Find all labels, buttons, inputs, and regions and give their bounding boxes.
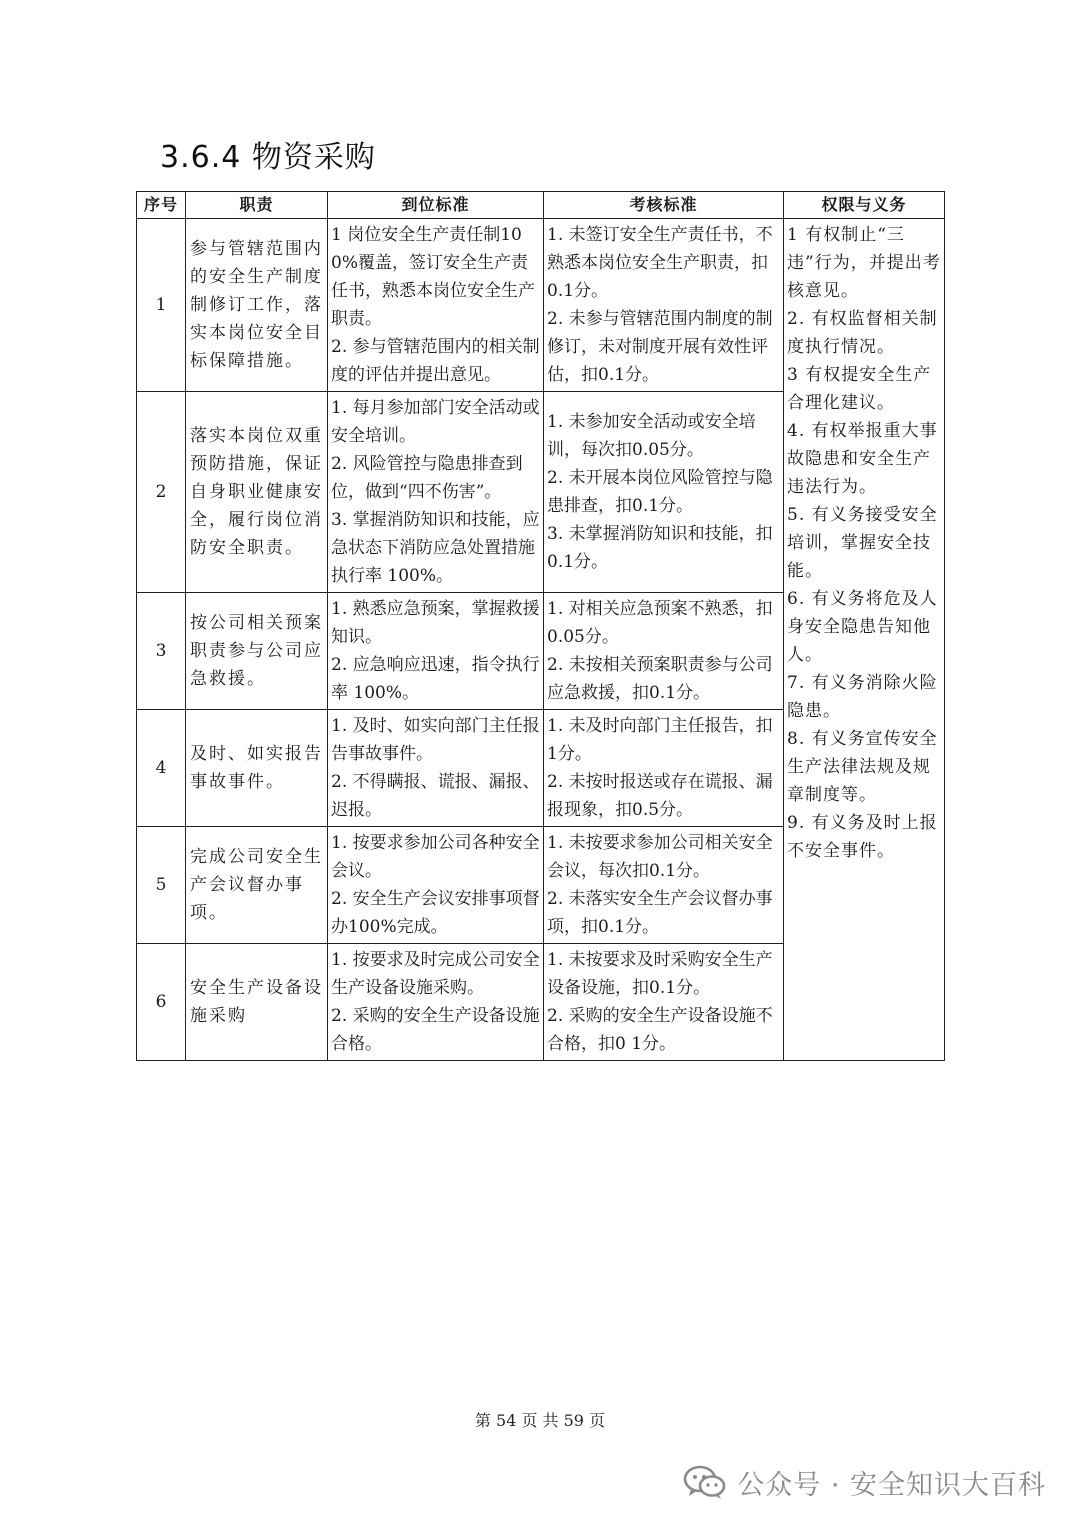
page-number-footer: 第 54 页 共 59 页 xyxy=(474,1411,606,1430)
duty-cell: 完成公司安全生产会议督办事项。 xyxy=(186,827,328,944)
row-number: 1 xyxy=(137,219,186,392)
standard-item: 1 岗位安全生产责任制100%覆盖，签订安全生产责任书，熟悉本岗位安全生产职责。 xyxy=(331,225,535,329)
row-number: 6 xyxy=(137,944,186,1061)
row-number: 5 xyxy=(137,827,186,944)
standard-item: 2. 应急响应迅速，指令执行率 100%。 xyxy=(331,655,540,703)
assessment-item: 2. 未开展本岗位风险管控与隐患排查，扣0.1分。 xyxy=(547,468,773,516)
standard-item: 2. 采购的安全生产设备设施合格。 xyxy=(331,1006,540,1054)
assessment-item: 1. 对相关应急预案不熟悉，扣0.05分。 xyxy=(547,599,773,647)
table-row xyxy=(137,219,945,392)
rights-item: 8. 有义务宣传安全生产法律法规及规章制度等。 xyxy=(787,729,938,805)
assessment-item: 1. 未及时向部门主任报告，扣1分。 xyxy=(547,716,773,764)
rights-item: 5. 有义务接受安全培训，掌握安全技能。 xyxy=(787,505,938,581)
standard-cell xyxy=(328,710,544,827)
standard-item: 2. 风险管控与隐患排查到位，做到“四不伤害”。 xyxy=(331,454,523,502)
duty-cell: 落实本岗位双重预防措施，保证自身职业健康安全，履行岗位消防安全职责。 xyxy=(186,392,328,593)
assessment-item: 2. 未按时报送或存在谎报、漏报现象，扣0.5分。 xyxy=(547,772,773,820)
row-number: 4 xyxy=(137,710,186,827)
assessment-item: 3. 未掌握消防知识和技能，扣0.1分。 xyxy=(547,524,773,572)
assessment-item: 1. 未签订安全生产责任书，不熟悉本岗位安全生产职责，扣0.1分。 xyxy=(547,225,773,301)
header-duty: 职责 xyxy=(186,192,328,219)
duty-cell: 安全生产设备设施采购 xyxy=(186,944,328,1061)
rights-item: 3 有权提安全生产合理化建议。 xyxy=(787,365,932,413)
rights-cell xyxy=(784,219,945,1061)
row-number: 2 xyxy=(137,392,186,593)
table-header-row xyxy=(137,192,945,219)
section-heading: 3.6.4 物资采购 xyxy=(160,140,376,175)
rights-item: 2. 有权监督相关制度执行情况。 xyxy=(787,309,938,357)
standard-item: 3. 掌握消防知识和技能，应急状态下消防应急处置措施执行率 100%。 xyxy=(331,510,540,586)
rights-item: 6. 有义务将危及人身安全隐患告知他人。 xyxy=(787,589,938,665)
rights-item: 1 有权制止“三违”行为，并提出考核意见。 xyxy=(787,225,941,301)
standard-item: 1. 熟悉应急预案，掌握救援知识。 xyxy=(331,599,540,647)
assessment-item: 1. 未按要求及时采购安全生产设备设施，扣0.1分。 xyxy=(547,950,773,998)
header-standard: 到位标准 xyxy=(328,192,544,219)
standard-item: 2. 参与管辖范围内的相关制度的评估并提出意见。 xyxy=(331,337,540,385)
duty-cell: 及时、如实报告事故事件。 xyxy=(186,710,328,827)
rights-item: 7. 有义务消除火险隐患。 xyxy=(787,673,938,721)
standard-cell xyxy=(328,593,544,710)
watermark xyxy=(683,1463,1046,1502)
assessment-item: 1. 未参加安全活动或安全培训，每次扣0.05分。 xyxy=(547,412,756,460)
assessment-item: 2. 采购的安全生产设备设施不合格，扣0 1分。 xyxy=(547,1006,773,1054)
assessment-item: 1. 未按要求参加公司相关安全会议，每次扣0.1分。 xyxy=(547,833,773,881)
row-number: 3 xyxy=(137,593,186,710)
rights-item: 9. 有义务及时上报不安全事件。 xyxy=(787,813,938,861)
assessment-cell xyxy=(544,827,784,944)
wechat-logo-icon xyxy=(683,1465,727,1501)
standard-cell xyxy=(328,827,544,944)
assessment-item: 2. 未参与管辖范围内制度的制修订，未对制度开展有效性评估，扣0.1分。 xyxy=(547,309,773,385)
duty-cell: 参与管辖范围内的安全生产制度制修订工作，落实本岗位安全目标保障措施。 xyxy=(186,219,328,392)
duty-cell: 按公司相关预案职责参与公司应急救援。 xyxy=(186,593,328,710)
assessment-cell xyxy=(544,392,784,593)
assessment-item: 2. 未落实安全生产会议督办事项，扣0.1分。 xyxy=(547,889,773,937)
standard-cell xyxy=(328,219,544,392)
assessment-cell xyxy=(544,593,784,710)
standard-item: 2. 不得瞒报、谎报、漏报、迟报。 xyxy=(331,772,540,820)
standard-item: 1. 每月参加部门安全活动或安全培训。 xyxy=(331,398,540,446)
standard-cell xyxy=(328,944,544,1061)
header-rights: 权限与义务 xyxy=(784,192,945,219)
standard-item: 2. 安全生产会议安排事项督办100%完成。 xyxy=(331,889,540,937)
assessment-cell xyxy=(544,219,784,392)
assessment-item: 2. 未按相关预案职责参与公司应急救援，扣0.1分。 xyxy=(547,655,773,703)
header-no: 序号 xyxy=(137,192,186,219)
standard-item: 1. 及时、如实向部门主任报告事故事件。 xyxy=(331,716,540,764)
rights-item: 4. 有权举报重大事故隐患和安全生产违法行为。 xyxy=(787,421,938,497)
standard-item: 1. 按要求参加公司各种安全会议。 xyxy=(331,833,540,881)
assessment-cell xyxy=(544,710,784,827)
standard-cell xyxy=(328,392,544,593)
assessment-cell xyxy=(544,944,784,1061)
watermark-text: 公众号 · 安全知识大百科 xyxy=(737,1470,1046,1501)
standard-item: 1. 按要求及时完成公司安全生产设备设施采购。 xyxy=(331,950,540,998)
responsibility-table xyxy=(136,191,945,1061)
header-assessment: 考核标准 xyxy=(544,192,784,219)
